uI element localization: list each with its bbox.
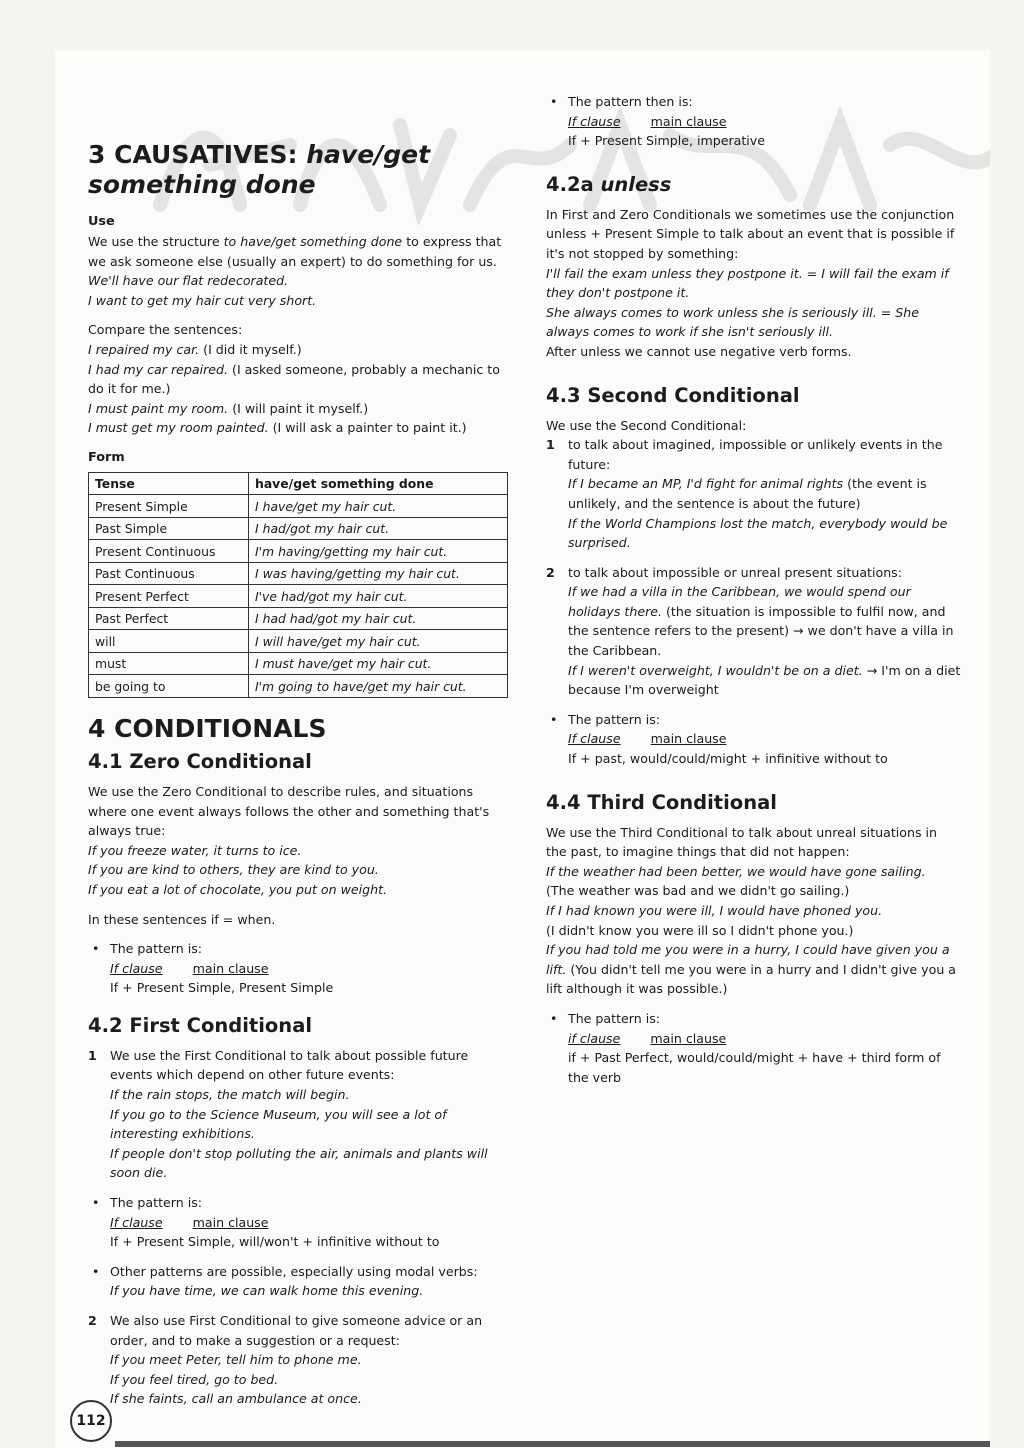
- third-conditional-heading: 4.4 Third Conditional: [546, 790, 777, 814]
- unless-example: She always comes to work unless she is seriously ill. = She always comes to work if she isn't seriously ill.: [546, 304, 919, 340]
- zero-example: If you freeze water, it turns to ice.: [88, 842, 302, 858]
- zero-note: In these sentences if = when.: [88, 911, 276, 927]
- unless-heading: 4.2a unless: [546, 172, 672, 196]
- second-use-1: 1 to talk about imagined, impossible or unlikely events in the future: If I became an MP, I'd fight for animal rights (the event is unlikely, and the sentence is about the future) If the World Champions lost the match, everybody would be surprised.: [546, 437, 948, 551]
- table-row: Past Perfect I had had/got my hair cut.: [89, 607, 508, 630]
- third-explanation: (The weather was bad and we didn't go sailing.): [546, 883, 850, 899]
- table-row: will I will have/get my hair cut.: [89, 630, 508, 653]
- compare-sentence: I repaired my car. (I did it myself.): [88, 341, 302, 357]
- left-column: [88, 140, 508, 1409]
- zero-conditional-heading: 4.1 Zero Conditional: [88, 749, 312, 773]
- compare-sentence: I must get my room painted. (I will ask a painter to paint it.): [88, 420, 467, 436]
- zero-pattern: • The pattern is: If clause main clause If + Present Simple, Present Simple: [88, 939, 508, 998]
- use-text: We use the structure to have/get something done to express that we ask someone else (usually an expert) to do something for us.: [88, 234, 502, 269]
- table-header: Tense: [89, 472, 249, 495]
- page-bottom-rule: [115, 1441, 990, 1447]
- causatives-title: 3 CAUSATIVES: have/get something done: [88, 140, 431, 199]
- table-header: have/get something done: [249, 472, 508, 495]
- form-label: Form: [88, 449, 125, 465]
- table-row: Present Perfect I've had/got my hair cut.: [89, 585, 508, 608]
- third-example: If I had known you were ill, I would have phoned you.: [546, 903, 883, 918]
- page-number: 112: [70, 1400, 112, 1442]
- second-use-2: 2 to talk about impossible or unreal present situations: If we had a villa in the Caribbean, we would spend our holidays there. (the situation is impossible to fulfil now, and the sentence refers to the present) → we don't have a villa in the Caribbean. If I weren't overweight, I wouldn't be on a diet. → I'm on a diet because I'm overweight: [546, 564, 961, 698]
- zero-intro: We use the Zero Conditional to describe rules, and situations where one event always follows the other and something that's always true:: [88, 783, 490, 839]
- table-row: be going to I'm going to have/get my hair cut.: [89, 675, 508, 698]
- table-row: Past Simple I had/got my hair cut.: [89, 517, 508, 540]
- table-header-row: [89, 472, 508, 495]
- conditionals-title: 4 CONDITIONALS: [88, 713, 327, 743]
- unless-note: After unless we cannot use negative verb forms.: [546, 343, 852, 359]
- third-example: If the weather had been better, we would have gone sailing.: [546, 863, 926, 879]
- unless-example: I'll fail the exam unless they postpone it. = I will fail the exam if they don't postpone it.: [546, 265, 949, 301]
- third-example: If you had told me you were in a hurry, I could have given you a lift. (You didn't tell me you were in a hurry and I didn't give you a lift although it was possible.): [546, 942, 957, 997]
- causative-example: I want to get my hair cut very short.: [88, 292, 317, 308]
- first-use-1: 1 We use the First Conditional to talk about possible future events which depend on other future events: If the rain stops, the match will begin. If you go to the Science Museum, you will see a lot of interesting exhibitions. If people don't stop polluting the air, animals and plants will soon die.: [88, 1047, 488, 1181]
- right-column: [546, 92, 961, 1087]
- first-conditional-heading: 4.2 First Conditional: [88, 1013, 313, 1037]
- third-intro: We use the Third Conditional to talk about unreal situations in the past, to imagine things that did not happen:: [546, 824, 938, 860]
- first-use-2: 2 We also use First Conditional to give someone advice or an order, and to make a suggestion or a request: If you meet Peter, tell him to phone me. If you feel tired, go to bed. If she faints, call an ambulance at once.: [88, 1313, 483, 1407]
- compare-sentence: I must paint my room. (I will paint it myself.): [88, 400, 369, 416]
- table-row: Present Continuous I'm having/getting my hair cut.: [89, 540, 508, 563]
- second-intro: We use the Second Conditional:: [546, 417, 747, 433]
- third-pattern: • The pattern is: if clause main clause if + Past Perfect, would/could/might + have + third form of the verb: [546, 1009, 961, 1087]
- compare-label: Compare the sentences:: [88, 322, 243, 338]
- textbook-page: [55, 50, 990, 1448]
- second-conditional-heading: 4.3 Second Conditional: [546, 383, 800, 407]
- unless-intro: In First and Zero Conditionals we sometimes use the conjunction unless + Present Simple to talk about an event that is possible if it's not stopped by something:: [546, 206, 955, 261]
- third-explanation: (I didn't know you were ill so I didn't phone you.): [546, 922, 854, 938]
- first-pattern: • The pattern is: If clause main clause If + Present Simple, will/won't + infinitive without to: [88, 1193, 508, 1252]
- causative-example: We'll have our flat redecorated.: [88, 273, 289, 289]
- compare-sentence: I had my car repaired. (I asked someone, probably a mechanic to do it for me.): [88, 361, 500, 397]
- use-label: Use: [88, 214, 115, 229]
- causative-form-table: [88, 472, 508, 698]
- table-row: Present Simple I have/get my hair cut.: [89, 495, 508, 518]
- first-pattern-then: • The pattern then is: If clause main clause If + Present Simple, imperative: [546, 92, 961, 151]
- first-other-patterns: • Other patterns are possible, especially using modal verbs: If you have time, we can walk home this evening.: [88, 1262, 508, 1301]
- zero-example: If you are kind to others, they are kind to you.: [88, 862, 379, 878]
- zero-example: If you eat a lot of chocolate, you put on weight.: [88, 881, 388, 897]
- table-row: Past Continuous I was having/getting my hair cut.: [89, 562, 508, 585]
- second-pattern: • The pattern is: If clause main clause If + past, would/could/might + infinitive without to: [546, 710, 961, 769]
- table-row: must I must have/get my hair cut.: [89, 652, 508, 675]
